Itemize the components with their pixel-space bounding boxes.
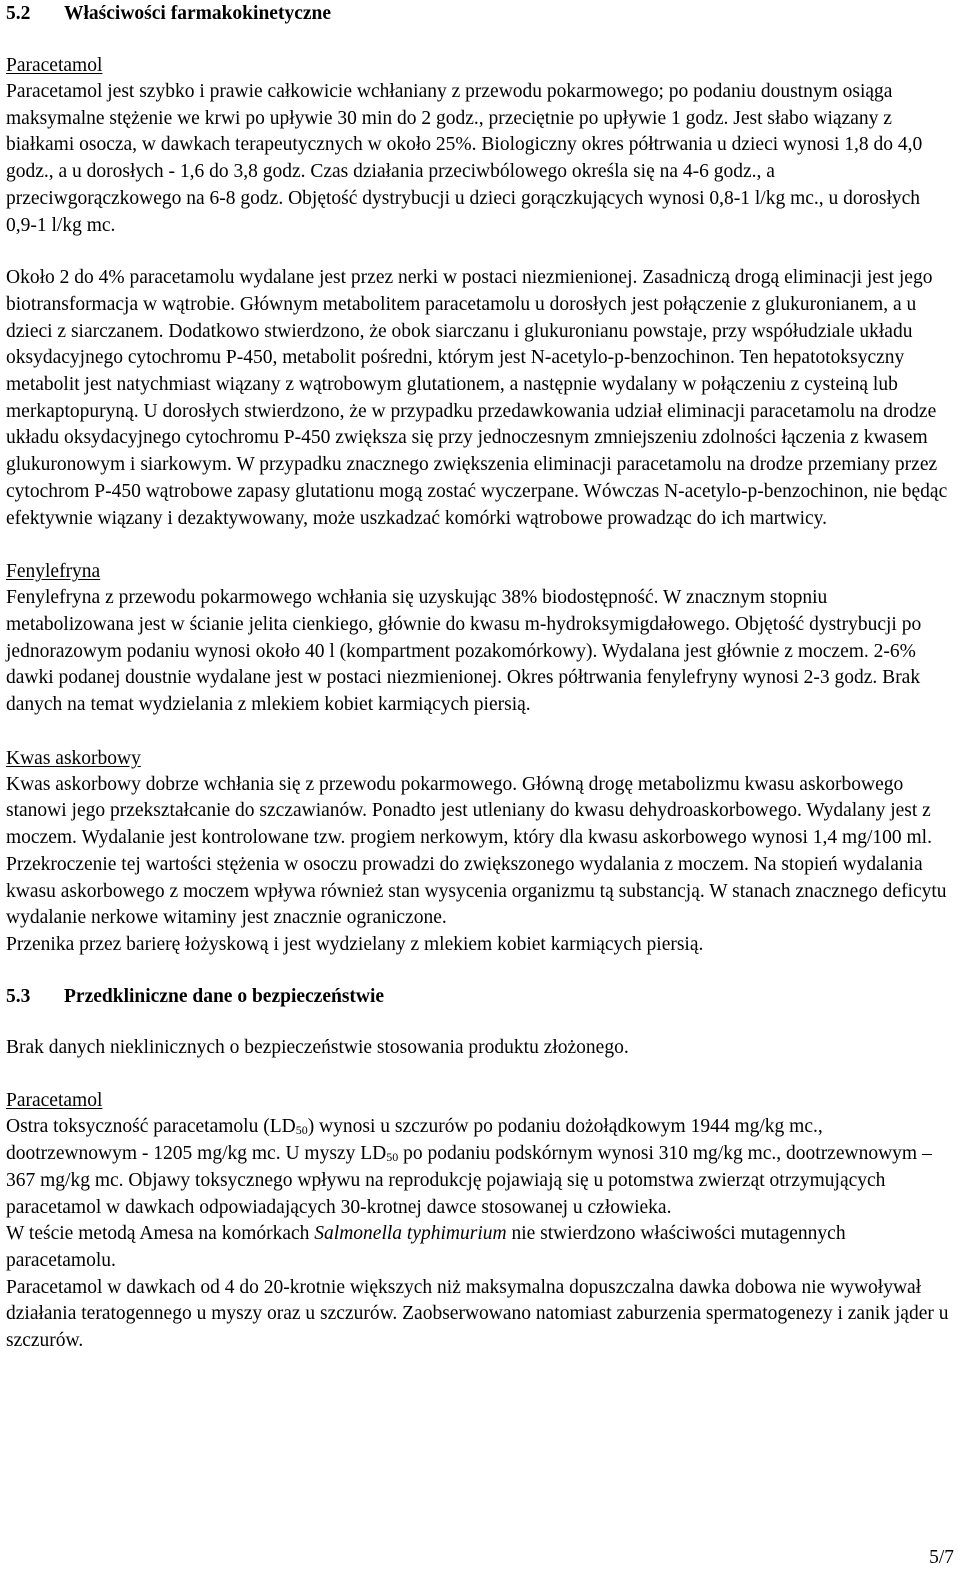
ld50-subscript: 50: [386, 1150, 399, 1165]
section-title: Przedkliniczne dane o bezpieczeństwie: [64, 985, 385, 1007]
toxicity-text-c: po podaniu podskórnym wynosi 310 mg/kg mc., dootrzewnowym –367 mg/kg mc. Objawy toksycznego wpływu na reprodukcję pojawiają się u potomstwa zwierząt otrzymujących paracetamol w dawkach odpowiadających 30-krotnej dawce stosowanej u człowieka.: [6, 1143, 932, 1218]
fenylefryna-subheading: Fenylefryna: [6, 561, 101, 583]
paracetamol-subheading: Paracetamol: [6, 55, 103, 76]
paracetamol-paragraph-2: Około 2 do 4% paracetamolu wydalane jest przez nerki w postaci niezmienionej. Zasadniczą drogą eliminacji jest jego biotransformacja w wątrobie. Głównym metabolitem paracetamolu u dorosłych jest połączenie z glukuronianem, a u dzieci z siarczanem. Dodatkowo stwierdzono, że obok siarczanu i glukuronianu powstaje, przy współudziale układu oksydacyjnego cytochromu P-450, metabolit pośredni, którym jest N-acetylo-p-benzochinon. Ten hepatotoksyczny metabolit jest natychmiast wiązany z wątrobowym glutationem, a następnie wydalany w połączeniu z cysteiną lub merkaptopuryną. U dorosłych stwierdzono, że w przypadku przedawkowania udział eliminacji paracetamolu na drodze układu oksydacyjnego cytochromu P-450 zwiększa się przy jednoczesnym zmniejszeniu zdolności łączenia z kwasem glukuronowym i siarkowym. W przypadku znacznego zwiększenia eliminacji paracetamolu na drodze przemiany przez cytochrom P-450 wątrobowe zapasy glutationu mogą zostać wyczerpane. Wówczas N-acetylo-p-benzochinon, nie będąc efektywnie wiązany i dezaktywowany, może uszkadzać komórki wątrobowe prowadząc do ich martwicy.: [6, 267, 948, 529]
toxicity-paragraph: [6, 1114, 950, 1221]
section-number: 5.2: [6, 3, 31, 24]
section-number: 5.3: [6, 985, 31, 1007]
toxicity-text-b: ) wynosi u szczurów po podaniu dożołądkowym 1944 mg/kg mc., dootrzewnowym - 1205 mg/kg mc. U myszy LD: [6, 1116, 823, 1165]
ames-text-a: W teście metodą Amesa na komórkach: [6, 1223, 315, 1245]
paracetamol-paragraph-1: Paracetamol jest szybko i prawie całkowicie wchłaniany z przewodu pokarmowego; po podaniu doustnym osiąga maksymalne stężenie we krwi po upływie 30 min do 2 godz., przeciętnie po upływie 1 godz. Jest słabo wiązany z białkami osocza, w dawkach terapeutycznych w około 25%. Biologiczny okres półtrwania u dzieci wynosi 1,8 do 4,0 godz., a u dorosłych - 1,6 do 3,8 godz. Czas działania przeciwbólowego określa się na 4-6 godz., a przeciwgorączkowego na 6-8 godz. Objętość dystrybucji u dzieci gorączkujących wynosi 0,8-1 l/kg mc., u dorosłych 0,9-1 l/kg mc.: [6, 81, 923, 236]
kwas-askorbowy-paragraph-1: Kwas askorbowy dobrze wchłania się z przewodu pokarmowego. Główną drogę metabolizmu kwasu askorbowego stanowi jego przekształcanie do szczawianów. Ponadto jest utleniany do kwasu dehydroaskorbowego. Wydalany jest z moczem. Wydalanie jest kontrolowane tzw. progiem nerkowym, który dla kwasu askorbowego wynosi 1,4 mg/100 ml. Przekroczenie tej wartości stężenia w osoczu prowadzi do zwiększonego wydalania z moczem. Na stopień wydalania kwasu askorbowego z moczem wpływa również stan wysycenia organizmu tą substancją. W stanach znacznego deficytu wydalanie nerkowe witaminy jest znacznie ograniczone.: [6, 773, 947, 929]
section-5-2-heading: [6, 2, 950, 26]
kwas-askorbowy-subheading: Kwas askorbowy: [6, 747, 141, 769]
ld50-subscript: 50: [295, 1123, 308, 1138]
section-5-3-intro: Brak danych nieklinicznych o bezpieczeństwie stosowania produktu złożonego.: [6, 1036, 629, 1058]
toxicity-text-a: Ostra toksyczność paracetamolu (LD: [6, 1116, 296, 1138]
fenylefryna-paragraph: Fenylefryna z przewodu pokarmowego wchłania się uzyskując 38% biodostępność. W znacznym stopniu metabolizowana jest w ścianie jelita cienkiego, głównie do kwasu m-hydroksymigdałowego. Objętość dystrybucji po jednorazowym podaniu wynosi około 40 l (kompartment pozakomórkowy). Wydalana jest głównie z moczem. 2-6% dawki podanej doustnie wydalane jest w postaci niezmienionej. Okres półtrwania fenylefryny wynosi 2-3 godz. Brak danych na temat wydzielania z mlekiem kobiet karmiących piersią.: [6, 587, 922, 716]
page-number: 5/7: [929, 1547, 954, 1568]
document-page: [6, 0, 950, 1355]
paracetamol-5-3-subheading: Paracetamol: [6, 1090, 103, 1112]
ames-paragraph: [6, 1221, 950, 1274]
ames-text-b: nie stwierdzono właściwości mutagennych paracetamolu.: [6, 1223, 846, 1271]
section-5-3-heading: [6, 985, 950, 1009]
teratogenicity-paragraph: Paracetamol w dawkach od 4 do 20-krotnie większych niż maksymalna dopuszczalna dawka dobowa nie wywoływał działania teratogennego u myszy oraz u szczurów. Zaobserwowano natomiast zaburzenia spermatogenezy i zanik jąder u szczurów.: [6, 1276, 949, 1352]
salmonella-italic: Salmonella typhimurium: [314, 1223, 507, 1245]
section-title: Właściwości farmakokinetyczne: [64, 3, 332, 24]
kwas-askorbowy-paragraph-2: Przenika przez barierę łożyskową i jest wydzielany z mlekiem kobiet karmiących piersią.: [6, 933, 704, 955]
